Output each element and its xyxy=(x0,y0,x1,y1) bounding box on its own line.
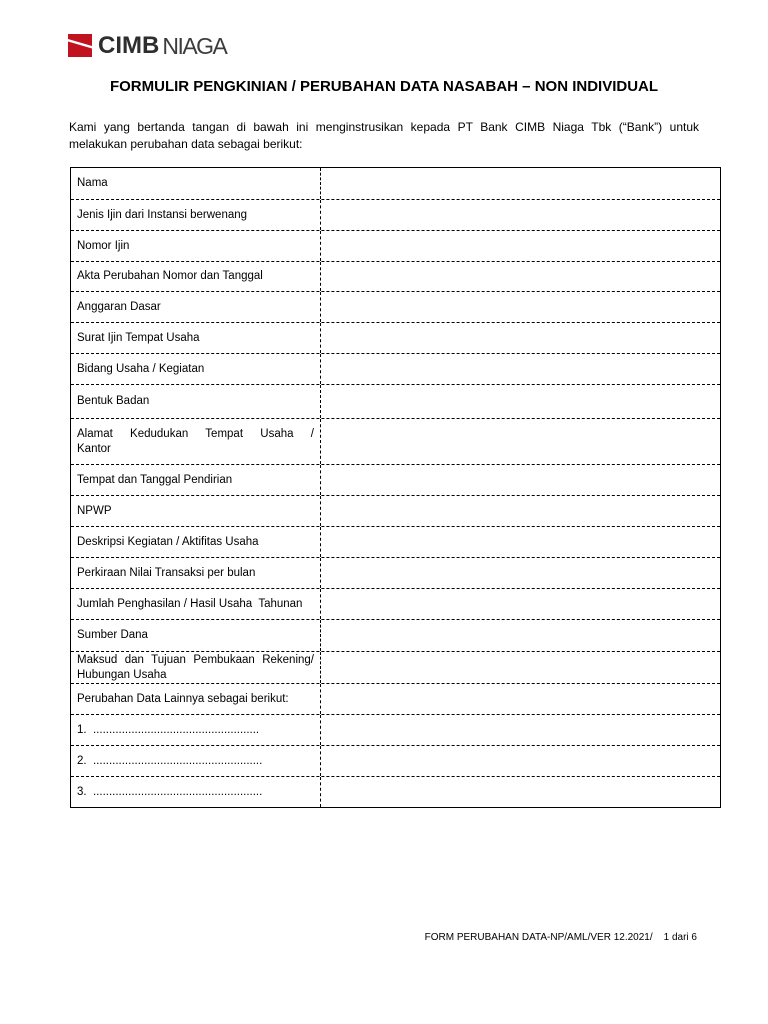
page-title: FORMULIR PENGKINIAN / PERUBAHAN DATA NASABAH – NON INDIVIDUAL xyxy=(109,78,659,95)
intro-line-2: melakukan perubahan data sebagai berikut: xyxy=(69,137,303,151)
field-label-line-1: Maksud dan Tujuan Pembukaan Rekening/ xyxy=(77,653,314,666)
row-anggaran-dasar xyxy=(71,291,720,322)
row-other-change-2 xyxy=(71,745,720,776)
field-label: Tempat dan Tanggal Pendirian xyxy=(71,465,321,495)
row-deskripsi-kegiatan xyxy=(71,526,720,557)
page-number: 1 dari 6 xyxy=(663,932,697,943)
field-label: Anggaran Dasar xyxy=(71,292,321,322)
field-label: Sumber Dana xyxy=(71,620,321,651)
field-value-cell xyxy=(321,262,720,291)
field-value-cell xyxy=(321,715,720,745)
field-label: Nama xyxy=(71,168,321,199)
field-label: Nomor Ijin xyxy=(71,231,321,261)
row-bentuk-badan xyxy=(71,384,720,418)
row-surat-ijin xyxy=(71,322,720,353)
field-label: Bidang Usaha / Kegiatan xyxy=(71,354,321,384)
field-label xyxy=(71,652,321,683)
field-value-cell xyxy=(321,652,720,683)
field-value-cell xyxy=(321,777,720,807)
field-label: Deskripsi Kegiatan / Aktifitas Usaha xyxy=(71,527,321,557)
row-perubahan-data-lainnya xyxy=(71,683,720,714)
data-change-table xyxy=(70,167,721,808)
cimb-logo-icon xyxy=(68,34,92,57)
row-other-change-1 xyxy=(71,714,720,745)
brand-name-cimb: CIMB xyxy=(98,31,160,59)
field-value-cell xyxy=(321,620,720,651)
intro-line-1: Kami yang bertanda tangan di bawah ini menginstrusikan kepada PT Bank CIMB Niaga Tbk (“Bank”) untuk xyxy=(69,120,699,134)
field-label: Akta Perubahan Nomor dan Tanggal xyxy=(71,262,321,291)
field-value-cell xyxy=(321,419,720,464)
row-sumber-dana xyxy=(71,619,720,651)
row-other-change-3 xyxy=(71,776,720,807)
field-value-cell xyxy=(321,323,720,353)
field-value-cell xyxy=(321,354,720,384)
row-perkiraan-nilai-transaksi xyxy=(71,557,720,588)
field-value-cell xyxy=(321,292,720,322)
field-label: Surat Ijin Tempat Usaha xyxy=(71,323,321,353)
form-code: FORM PERUBAHAN DATA-NP/AML/VER 12.2021/ xyxy=(424,932,653,943)
field-label: 3. ..................................................... xyxy=(71,777,321,807)
field-label: 2. ..................................................... xyxy=(71,746,321,776)
field-value-cell xyxy=(321,527,720,557)
field-label xyxy=(71,419,321,464)
field-value-cell xyxy=(321,496,720,526)
row-bidang-usaha xyxy=(71,353,720,384)
field-value-cell xyxy=(321,168,720,199)
field-value-cell xyxy=(321,465,720,495)
row-nama xyxy=(71,168,720,199)
row-npwp xyxy=(71,495,720,526)
row-nomor-ijin xyxy=(71,230,720,261)
field-value-cell xyxy=(321,231,720,261)
intro-paragraph xyxy=(69,119,699,153)
field-label: Bentuk Badan xyxy=(71,385,321,418)
field-value-cell xyxy=(321,746,720,776)
row-tempat-tanggal-pendirian xyxy=(71,464,720,495)
field-label-line-2: Hubungan Usaha xyxy=(77,668,167,681)
row-jumlah-penghasilan xyxy=(71,588,720,619)
field-label: Jenis Ijin dari Instansi berwenang xyxy=(71,200,321,230)
field-value-cell xyxy=(321,385,720,418)
field-label-line-2: Kantor xyxy=(77,442,111,455)
row-jenis-ijin xyxy=(71,199,720,230)
row-akta-perubahan xyxy=(71,261,720,291)
page-footer xyxy=(425,932,697,944)
field-label-line-1: Alamat Kedudukan Tempat Usaha / xyxy=(77,427,314,440)
brand-name-niaga: NIAGA xyxy=(162,32,227,59)
field-label: Perubahan Data Lainnya sebagai berikut: xyxy=(71,684,321,714)
field-value-cell xyxy=(321,558,720,588)
field-value-cell xyxy=(321,684,720,714)
cimb-niaga-logo xyxy=(68,31,227,59)
row-alamat-kedudukan xyxy=(71,418,720,464)
field-label: 1. .................................................... xyxy=(71,715,321,745)
field-value-cell xyxy=(321,589,720,619)
row-maksud-tujuan xyxy=(71,651,720,683)
field-label: Perkiraan Nilai Transaksi per bulan xyxy=(71,558,321,588)
field-label: Jumlah Penghasilan / Hasil Usaha Tahunan xyxy=(71,589,321,619)
field-label: NPWP xyxy=(71,496,321,526)
field-value-cell xyxy=(321,200,720,230)
